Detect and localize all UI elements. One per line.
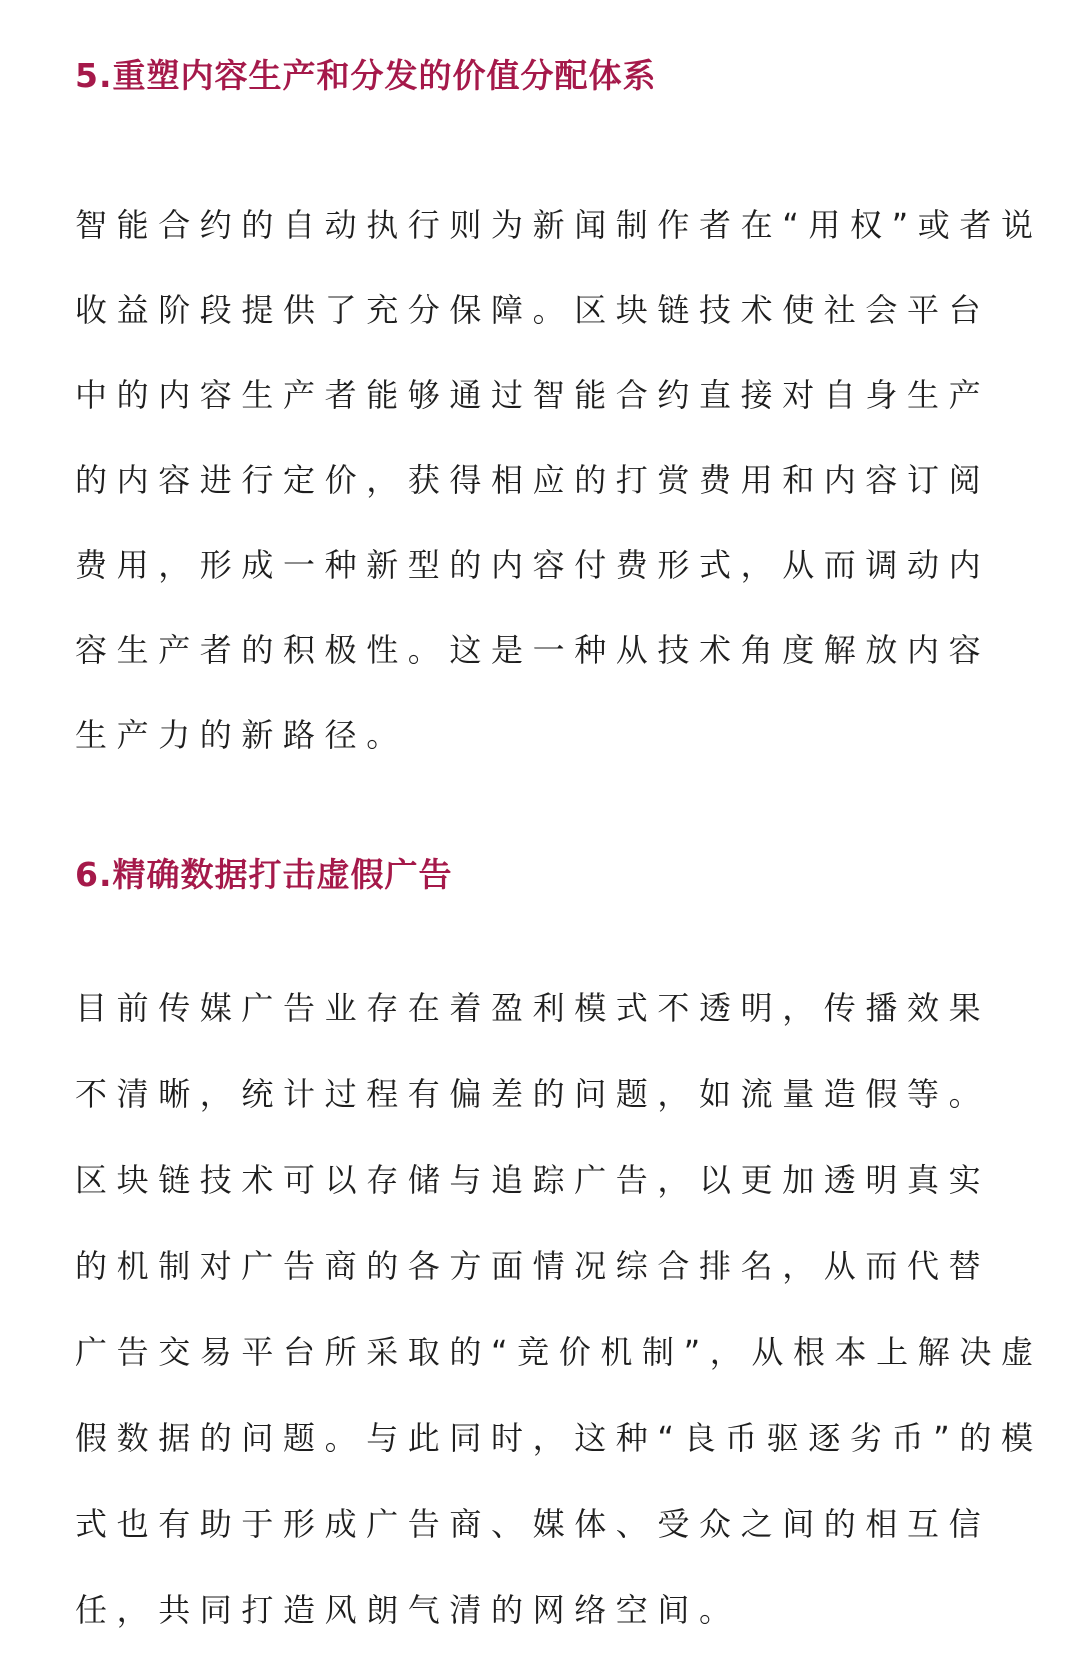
section-heading-5: 5.重塑内容生产和分发的价值分配体系 xyxy=(75,56,657,95)
paragraph-line: 的内容进行定价，获得相应的打赏费用和内容订阅 xyxy=(75,461,991,499)
paragraph-line: 目前传媒广告业存在着盈利模式不透明，传播效果 xyxy=(75,989,991,1027)
paragraph-line: 智能合约的自动执行则为新闻制作者在“用权”或者说 xyxy=(75,206,1043,244)
section-heading-6: 6.精确数据打击虚假广告 xyxy=(75,855,453,894)
section-5-paragraph xyxy=(75,183,1043,778)
paragraph-line: 的机制对广告商的各方面情况综合排名，从而代替 xyxy=(75,1247,991,1285)
paragraph-line: 广告交易平台所采取的“竞价机制”，从根本上解决虚 xyxy=(75,1333,1043,1371)
paragraph-line: 中的内容生产者能够通过智能合约直接对自身生产 xyxy=(75,376,991,414)
section-6-paragraph xyxy=(75,965,1043,1653)
paragraph-line: 容生产者的积极性。这是一种从技术角度解放内容 xyxy=(75,631,991,669)
paragraph-line: 任，共同打造风朗气清的网络空间。 xyxy=(75,1591,741,1629)
paragraph-line: 假数据的问题。与此同时，这种“良币驱逐劣币”的模 xyxy=(75,1419,1043,1457)
paragraph-line: 区块链技术可以存储与追踪广告，以更加透明真实 xyxy=(75,1161,991,1199)
paragraph-line: 生产力的新路径。 xyxy=(75,716,408,754)
paragraph-line: 式也有助于形成广告商、媒体、受众之间的相互信 xyxy=(75,1505,991,1543)
paragraph-line: 收益阶段提供了充分保障。区块链技术使社会平台 xyxy=(75,291,991,329)
paragraph-line: 不清晰，统计过程有偏差的问题，如流量造假等。 xyxy=(75,1075,991,1113)
paragraph-line: 费用，形成一种新型的内容付费形式，从而调动内 xyxy=(75,546,991,584)
